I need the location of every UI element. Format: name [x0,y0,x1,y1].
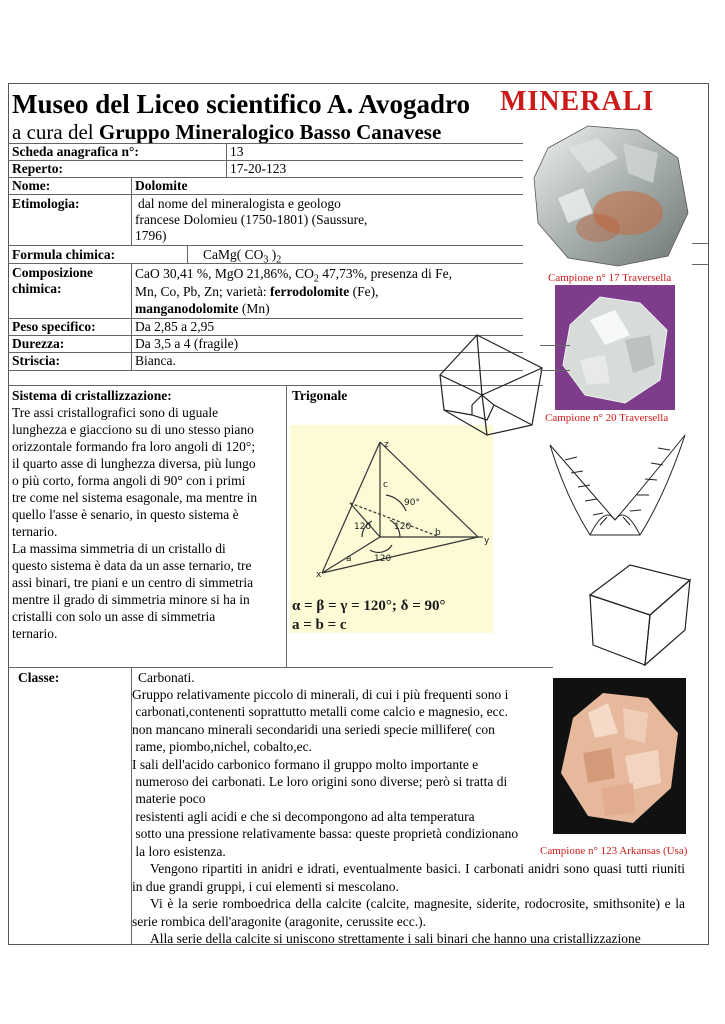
crystal-image [528,118,693,268]
cristallizzazione-line: cristalli con solo un asse di simmetria [12,609,216,624]
durezza-value: Da 3,5 a 4 (fragile) [135,336,239,351]
section-tag: MINERALI [500,86,655,112]
column-divider [131,263,132,370]
sample-17-photo [528,118,693,268]
axis-a-label: a [346,554,352,564]
durezza-label: Durezza: [12,336,65,351]
angle-90-label: 90° [404,498,420,508]
scheda-label: Scheda anagrafica n°: [12,144,139,159]
classe-value: Carbonati. [138,670,195,685]
row-divider [8,667,553,668]
row-divider [8,177,523,178]
axis-y-label: y [484,536,490,546]
angle-120-label: 120 [394,522,412,532]
angle-arc [386,495,406,511]
classe-line: materie poco [132,791,206,807]
cristallizzazione-line: questo sistema è data da un asse ternario, tre [12,558,252,573]
column-divider [131,177,132,245]
angle-120-label: 120 [354,522,372,532]
axis-c-label: c [383,480,388,490]
text-part: 47,73%, presenza di Fe, [318,266,452,281]
composizione-line [135,301,270,317]
striscia-value: Bianca. [135,353,176,368]
etimologia-line: dal nome del mineralogista e geologo [138,196,341,211]
cristallizzazione-line: assi binari, tre piani e un centro di simmetria [12,575,254,590]
angle-120-label: 120 [374,554,392,564]
scheda-value: 13 [230,144,244,159]
classe-paragraph: Vi è la serie romboedrica della calcite (calcite, magnesite, siderite, rodocrosite, smithsonite) e la serie rombica dell'aragonite (aragonite, cerussite ecc.). [132,896,685,929]
cristallizzazione-line: Tre assi cristallografici sono di uguale [12,405,219,420]
sample-123-photo [553,678,686,834]
column-divider [187,245,188,263]
classe-label: Classe: [18,670,60,685]
column-divider [286,385,287,667]
reperto-value: 17-20-123 [230,161,287,176]
system-value: Trigonale [292,388,348,403]
formula-part: CaMg( CO [203,247,264,262]
cristallizzazione-line: ternario. [12,626,58,641]
cristallizzazione-line: tre come nel sistema esagonale, ma mentre in [12,490,258,505]
striscia-label: Striscia: [12,353,60,368]
text-part: (Fe), [349,284,379,299]
subtitle-prefix: a cura del [12,120,94,144]
text-bold: ferrodolomite [270,284,350,299]
nome-value: Dolomite [135,178,188,193]
classe-line: Gruppo relativamente piccolo di minerali, di cui i più frequenti sono i [132,687,509,702]
cristallizzazione-line: ternario. [12,524,58,539]
composizione-label: Composizione [12,265,93,280]
nome-label: Nome: [12,178,51,193]
cristallizzazione-line: orizzontale formando fra loro angoli di 120°; [12,439,256,454]
sample-123-caption: Campione n° 123 Arkansas (Usa) [540,845,688,857]
etimologia-line: francese Dolomieu (1750-1801) (Saussure, [135,212,368,227]
edge-tick [540,370,570,371]
subtitle-group: Gruppo Mineralogico Basso Canavese [98,120,442,144]
crystal-drawing-saddle [545,425,690,545]
cristallizzazione-line: lunghezza e giacciono su di uno stesso piano [12,422,254,437]
text-part: Mn, Co, Pb, Zn; varietà: [135,284,270,299]
edge-tick [692,243,709,244]
cristallizzazione-text [12,404,284,642]
classe-line: resistenti agli acidi e che si decompongono ad alta temperatura [132,808,475,824]
angles-formula: α = β = γ = 120°; δ = 90° [292,598,446,614]
axes-formula: a = b = c [292,617,347,633]
edge-tick [692,264,709,265]
classe-line: carbonati,contenenti soprattutto metalli come calcio e magnesio, ecc. [132,704,508,720]
composizione-label: chimica: [12,281,62,296]
angle-arc [370,545,392,552]
cristallizzazione-line: il quarto asse di lunghezza diversa, più lungo [12,456,256,471]
text-part: CaO 30,41 %, MgO 21,86%, CO [135,266,314,281]
classe-line: la loro esistenza. [132,843,226,859]
page-subtitle [12,119,441,145]
text-part: (Mn) [238,301,270,316]
composizione-line [135,284,378,300]
text-bold: manganodolomite [135,301,239,316]
classe-line: numeroso dei carbonati. Le loro origini sono diverse; però si tratta di [132,774,508,790]
axis-z-label: z [384,440,389,450]
classe-line: I sali dell'acido carbonico formano il gruppo molto importante e [132,756,479,772]
text-subscript: 2 [313,273,319,285]
formula-part: ) [268,247,277,262]
classe-line: non mancano minerali secondaridi una seriedi specie millifere( con [132,721,495,737]
cristallizzazione-line: quello l'asse è senario, in questo sistema è [12,507,239,522]
sample-17-caption: Campione n° 17 Traversella [548,272,672,284]
classe-line: rame, piombo,nichel, cobalto,ec. [132,739,312,755]
peso-value: Da 2,85 a 2,95 [135,319,215,334]
cristallizzazione-line: o più corto, forma angoli di 90° con i primi [12,473,246,488]
page-title: Museo del Liceo scientifico A. Avogadro [12,89,470,119]
sample-20-photo [555,285,675,410]
crystal-image [553,678,686,834]
classe-text [132,686,552,860]
etimologia-line: 1796) [135,228,167,243]
crystal-image [555,285,675,410]
classe-paragraph: Vengono ripartiti in anidri e idrati, eventualmente basici. I carbonati anidri sono quasi tutti riuniti in due grandi gruppi, i cui elementi si mescolano. [132,861,685,894]
crystal-drawing-rhombohedral [432,330,557,440]
cristallizzazione-label: Sistema di cristallizzazione: [12,388,172,403]
reperto-label: Reperto: [12,161,63,176]
edge-tick [540,345,570,346]
axis-x-label: x [316,570,322,580]
row-divider [8,245,523,246]
column-divider [226,143,227,177]
row-divider [8,194,523,195]
sample-20-caption: Campione n° 20 Traversella [545,412,669,424]
formula-subscript: 2 [276,254,282,266]
etimologia-label: Etimologia: [12,196,80,211]
formula-label: Formula chimica: [12,247,116,262]
crystal-drawing-cube [585,560,695,670]
cristallizzazione-line: mentre il grado di simmetria minore si ha in [12,592,250,607]
formula-subscript: 3 [263,254,269,266]
peso-label: Peso specifico: [12,319,96,334]
cristallizzazione-line: La massima simmetria di un cristallo di [12,541,226,556]
axis-b-label: b [435,528,441,538]
classe-line: sotto una pressione relativamente bassa: queste proprietà condizionano [132,826,519,842]
classe-paragraph: Alla serie della calcite si uniscono strettamente i sali binari che hanno una cristallizzazione [150,931,641,946]
